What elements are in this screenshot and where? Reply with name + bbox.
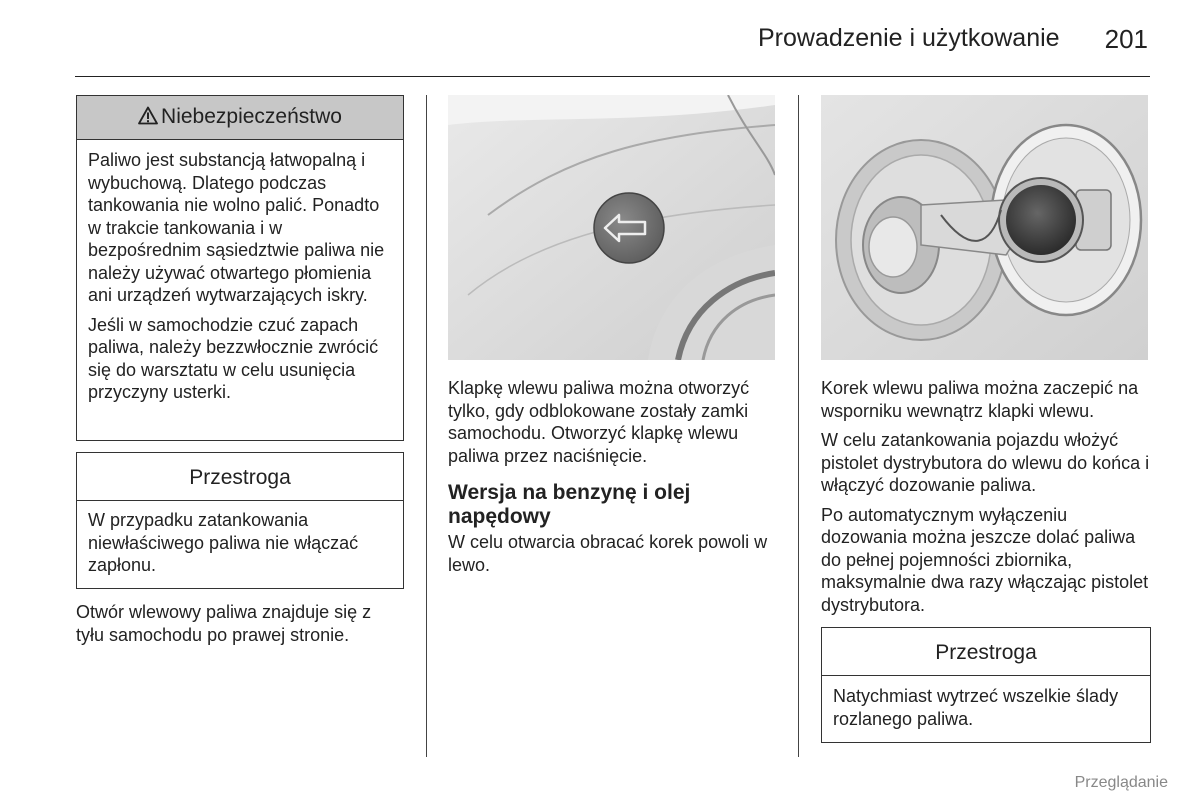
caution-box-2 bbox=[821, 627, 1151, 743]
petrol-diesel-subheading: Wersja na benzynę i olej napędowy bbox=[448, 481, 691, 528]
danger-box-header bbox=[77, 96, 403, 140]
column-2 bbox=[448, 95, 780, 576]
refuel-instruction-text: W celu zatankowania pojazdu włożyć pistolet dystrybutora do wlewu do końca i włączyć dozowanie paliwa. bbox=[821, 430, 1150, 495]
page-header bbox=[75, 18, 1150, 77]
cap-hang-text: Korek wlewu paliwa można zaczepić na wsporniku wewnątrz klapki wlewu. bbox=[821, 378, 1139, 421]
danger-paragraph-1: Paliwo jest substancją łatwopalną i wybuchową. Dlatego podczas tankowania nie wolno palić. Ponadto w trakcie tankowania i w bezpośrednim sąsiedztwie paliwa nie należy używać otwartego płomienia ani urządzeń wytwarzających iskry. bbox=[88, 150, 385, 305]
column-1 bbox=[76, 95, 404, 646]
section-title: Prowadzenie i użytkowanie bbox=[758, 24, 1060, 52]
fuel-flap-closed-photo bbox=[448, 95, 775, 360]
danger-box-body bbox=[77, 140, 403, 412]
danger-box bbox=[76, 95, 404, 441]
warning-triangle-icon bbox=[138, 106, 158, 131]
column-3 bbox=[821, 95, 1151, 743]
column-divider-2 bbox=[798, 95, 799, 757]
page-number: 201 bbox=[1104, 24, 1148, 54]
top-up-instruction-text: Po automatycznym wyłączeniu dozowania można jeszcze dolać paliwa do pełnej pojemności zbiornika, maksymalnie dwa razy włączając pistolet dystrybutora. bbox=[821, 504, 1149, 615]
column-divider-1 bbox=[426, 95, 427, 757]
fuel-flap-open-text: Klapkę wlewu paliwa można otworzyć tylko, gdy odblokowane zostały zamki samochodu. Otworzyć klapkę wlewu paliwa przez naciśnięcie. bbox=[448, 378, 750, 466]
fuel-filler-location-text: Otwór wlewowy paliwa znajduje się z tyłu samochodu po prawej stronie. bbox=[76, 602, 372, 645]
caution-box-1-header: Przestroga bbox=[77, 453, 403, 501]
danger-paragraph-2: Jeśli w samochodzie czuć zapach paliwa, należy bezzwłocznie zwrócić się do warsztatu w celu usunięcia przyczyny usterki. bbox=[88, 314, 379, 402]
browse-link[interactable]: Przeglądanie bbox=[1074, 774, 1168, 791]
danger-box-title: Niebezpieczeństwo bbox=[161, 105, 342, 128]
fuel-cap-open-photo bbox=[821, 95, 1148, 360]
cap-open-instruction-text: W celu otwarcia obracać korek powoli w lewo. bbox=[448, 532, 768, 575]
caution-box-2-body: Natychmiast wytrzeć wszelkie ślady rozlanego paliwa. bbox=[833, 686, 1119, 729]
caution-box-1 bbox=[76, 452, 404, 589]
caution-box-1-body: W przypadku zatankowania niewłaściwego paliwa nie włączać zapłonu. bbox=[88, 510, 359, 575]
caution-box-2-header: Przestroga bbox=[822, 628, 1150, 676]
